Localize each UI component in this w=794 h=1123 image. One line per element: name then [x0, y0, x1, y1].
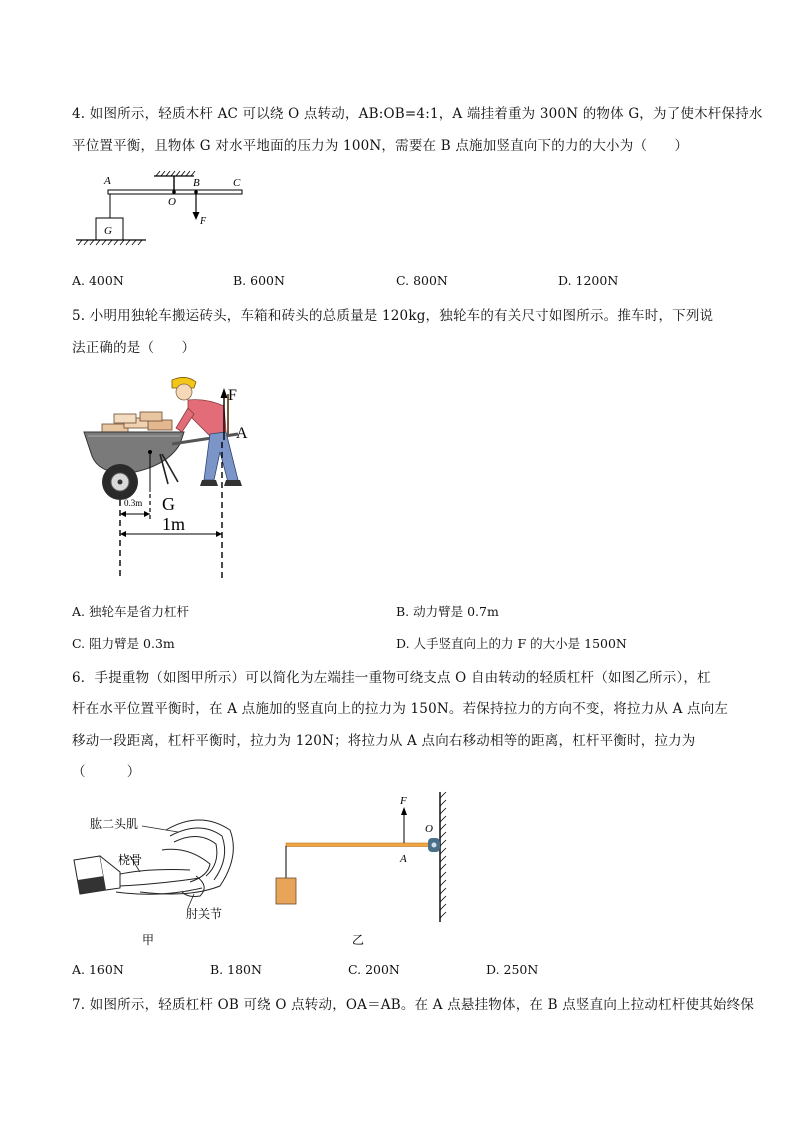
label-b: B [193, 177, 200, 189]
q6-lever-figure-yi [270, 788, 460, 948]
ceiling-support [154, 171, 195, 190]
pivot-o [172, 190, 176, 194]
label-a: A [400, 853, 407, 865]
q6-option-a: A. 160N [72, 962, 124, 977]
q6-stem-line-3: 移动一段距离，杠杆平衡时，拉力为 120N；将拉力从 A 点向右移动相等的距离，杠杆平衡时，拉力为 [72, 733, 696, 749]
label-o: O [425, 823, 433, 835]
q4-option-b: B. 600N [233, 273, 285, 288]
q4-stem-line-2: 平位置平衡，且物体 G 对水平地面的压力为 100N，需要在 B 点施加竖直向下的力的大小为（ ） [72, 138, 689, 154]
lever-bar [286, 843, 432, 847]
q6-option-c: C. 200N [348, 962, 400, 977]
q4-stem-line-1: 4. 如图所示，轻质木杆 AC 可以绕 O 点转动，AB:OB=4:1，A 端挂着重为 300N 的物体 G，为了使木杆保持水 [72, 106, 763, 122]
label-1m: 1m [162, 514, 186, 534]
label-biceps: 肱二头肌 [90, 817, 139, 831]
q5-option-c: C. 阻力臂是 0.3m [72, 636, 175, 651]
ground [76, 240, 146, 245]
q6-stem-line-4: （ ） [72, 764, 141, 780]
label-f: F [200, 216, 207, 227]
label-g: G [162, 494, 175, 514]
label-f: F [228, 387, 237, 404]
q5-wheelbarrow-figure [76, 372, 266, 580]
q4-lever-figure [70, 168, 250, 252]
label-yi: 乙 [352, 933, 365, 947]
q4-option-c: C. 800N [396, 273, 448, 288]
book-weight [74, 856, 120, 894]
label-elbow: 肘关节 [186, 907, 223, 921]
q5-option-a: A. 独轮车是省力杠杆 [72, 604, 189, 619]
wall [440, 792, 446, 922]
label-a: A [236, 425, 248, 442]
q6-arm-figure-jia [70, 806, 250, 948]
q6-stem-line-2: 杆在水平位置平衡时，在 A 点施加的竖直向上的拉力为 150N。若保持拉力的方向不变，将拉力从 A 点向左 [72, 701, 729, 717]
q5-stem-line-1: 5. 小明用独轮车搬运砖头，车箱和砖头的总质量是 120kg，独轮车的有关尺寸如图所示。推车时，下列说 [72, 308, 714, 324]
q5-option-d: D. 人手竖直向上的力 F 的大小是 1500N [396, 636, 627, 651]
label-c: C [233, 177, 241, 189]
q6-option-d: D. 250N [486, 962, 539, 977]
label-a: A [104, 175, 111, 187]
label-f: F [400, 795, 407, 807]
label-g: G [104, 225, 112, 237]
q5-option-b: B. 动力臂是 0.7m [396, 604, 499, 619]
q4-option-a: A. 400N [72, 273, 124, 288]
q7-stem-line-1: 7. 如图所示，轻质杠杆 OB 可绕 O 点转动，OA＝AB。在 A 点悬挂物体，在 B 点竖直向上拉动杠杆使其始终保 [72, 997, 755, 1013]
q4-option-d: D. 1200N [558, 273, 619, 288]
label-jia: 甲 [142, 933, 155, 947]
bricks [102, 412, 172, 434]
weight [276, 878, 296, 904]
label-radius: 桡骨 [118, 853, 143, 867]
q6-stem-line-1: 6．手提重物（如图甲所示）可以简化为左端挂一重物可绕支点 O 自由转动的轻质杠杆（如图乙所示），杠 [72, 670, 711, 686]
q6-option-b: B. 180N [210, 962, 262, 977]
q5-stem-line-2: 法正确的是（ ） [72, 340, 196, 356]
point-b [194, 190, 198, 194]
label-0-3m: 0.3m [124, 498, 143, 508]
label-o: O [168, 196, 176, 208]
